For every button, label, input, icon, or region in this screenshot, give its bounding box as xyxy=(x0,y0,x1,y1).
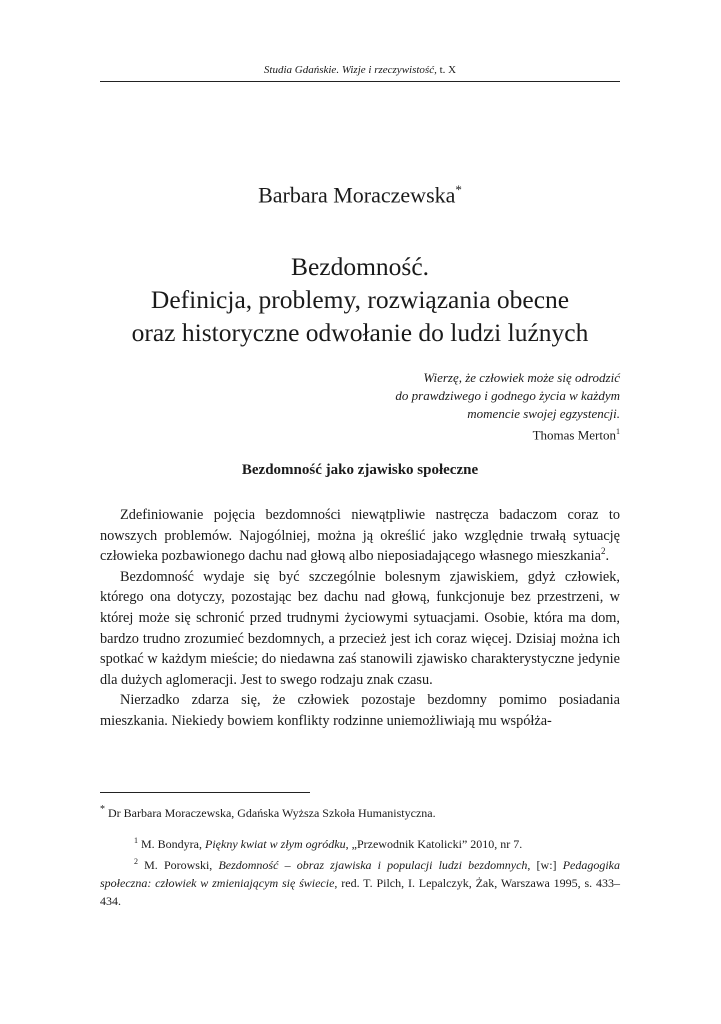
footnote-rule xyxy=(100,792,310,793)
running-head xyxy=(100,64,620,76)
epigraph-source-name: Thomas Merton xyxy=(532,427,616,443)
paragraph-1-text: Zdefiniowanie pojęcia bezdomności niewątpliwie nastręcza badaczom coraz to nowszych problemów. Najogólniej, można ją określić jako względnie trwałą sytuację człowieka pozbawionego dachu nad głową albo nieposiadającego własnego mieszkania xyxy=(100,507,620,565)
footnote-2-rest: , red. T. Pilch, I. Lepalczyk, Żak, Warszawa 1995, s. 433–434. xyxy=(100,876,620,908)
footnote-2-book-title: Pedagogika społeczna: człowiek w zmieniającym się świecie xyxy=(100,858,621,890)
footnote-2 xyxy=(100,853,620,910)
article-title xyxy=(100,250,620,349)
paragraph-1 xyxy=(100,505,620,567)
footnote-1-author: M. Bondyra, xyxy=(141,837,202,851)
footnotes xyxy=(100,832,620,910)
author-name: Barbara Moraczewska xyxy=(258,182,456,208)
paragraph-3: Nierzadko zdarza się, że człowiek pozostaje bezdomny pomimo posiadania mieszkania. Niekiedy bowiem konflikty rodzinne uniemożliwiają mu współża- xyxy=(100,692,620,729)
footnote-2-number: 2 xyxy=(134,857,138,866)
paragraph-2: Bezdomność wydaje się być szczególnie bolesnym zjawiskiem, gdyż człowiek, którego ona dotyczy, pozostając bez dachu nad głową, funkcjonuje bez przestrzeni, w której może się schronić przed trudnymi życiowymi sytuacjami. Osobie, która ma dom, bardzo trudno zrozumieć bezdomnych, a przecież jest ich coraz więcej. Dzisiaj można ich spotkać w każdym mieście; do niedawna zaś stanowili zjawisko charakterystyczne jedynie dla dużych aglomeracji. Jest to swego rodzaju znak czasu. xyxy=(100,568,620,688)
footnote-1 xyxy=(100,832,620,853)
journal-name: Studia Gdańskie. Wizje i rzeczywistość, xyxy=(263,64,437,76)
footnote-1-number: 1 xyxy=(134,836,138,845)
section-heading: Bezdomność jako zjawisko społeczne xyxy=(241,462,479,478)
epigraph-line-2: do prawdziwego i godnego życia w każdym xyxy=(395,388,620,403)
footnote-ref-1: 1 xyxy=(616,427,620,436)
footnote-author xyxy=(100,801,620,822)
footnote-1-rest: , „Przewodnik Katolicki” 2010, nr 7. xyxy=(345,837,523,851)
epigraph-line-1: Wierzę, że człowiek może się odrodzić xyxy=(423,370,620,385)
title-line-2: Definicja, problemy, rozwiązania obecne xyxy=(150,285,570,314)
paragraph-1-end: . xyxy=(605,548,610,565)
title-line-3: oraz historyczne odwołanie do ludzi luźnych xyxy=(131,318,589,347)
epigraph-source xyxy=(300,423,620,444)
journal-volume: t. X xyxy=(439,64,457,76)
footnote-author-mark: * xyxy=(100,804,105,815)
epigraph xyxy=(300,369,620,444)
author-footnote-mark: * xyxy=(455,182,462,197)
footnote-ref-2: 2 xyxy=(601,546,606,557)
footnote-author-text: Dr Barbara Moraczewska, Gdańska Wyższa Szkoła Humanistyczna. xyxy=(108,806,436,820)
footnote-2-title: Bezdomność – obraz zjawiska i populacji ludzi bezdomnych xyxy=(218,858,528,872)
footnote-2-author: M. Porowski, xyxy=(144,858,213,872)
body-text xyxy=(100,505,620,732)
epigraph-line-3: momencie swojej egzystencji. xyxy=(467,406,620,421)
footnote-2-in: , [w:] xyxy=(527,858,557,872)
title-line-1: Bezdomność. xyxy=(290,252,430,281)
footnote-1-title: Piękny kwiat w złym ogródku xyxy=(205,837,346,851)
header-rule xyxy=(100,81,620,82)
author-line xyxy=(100,182,620,208)
